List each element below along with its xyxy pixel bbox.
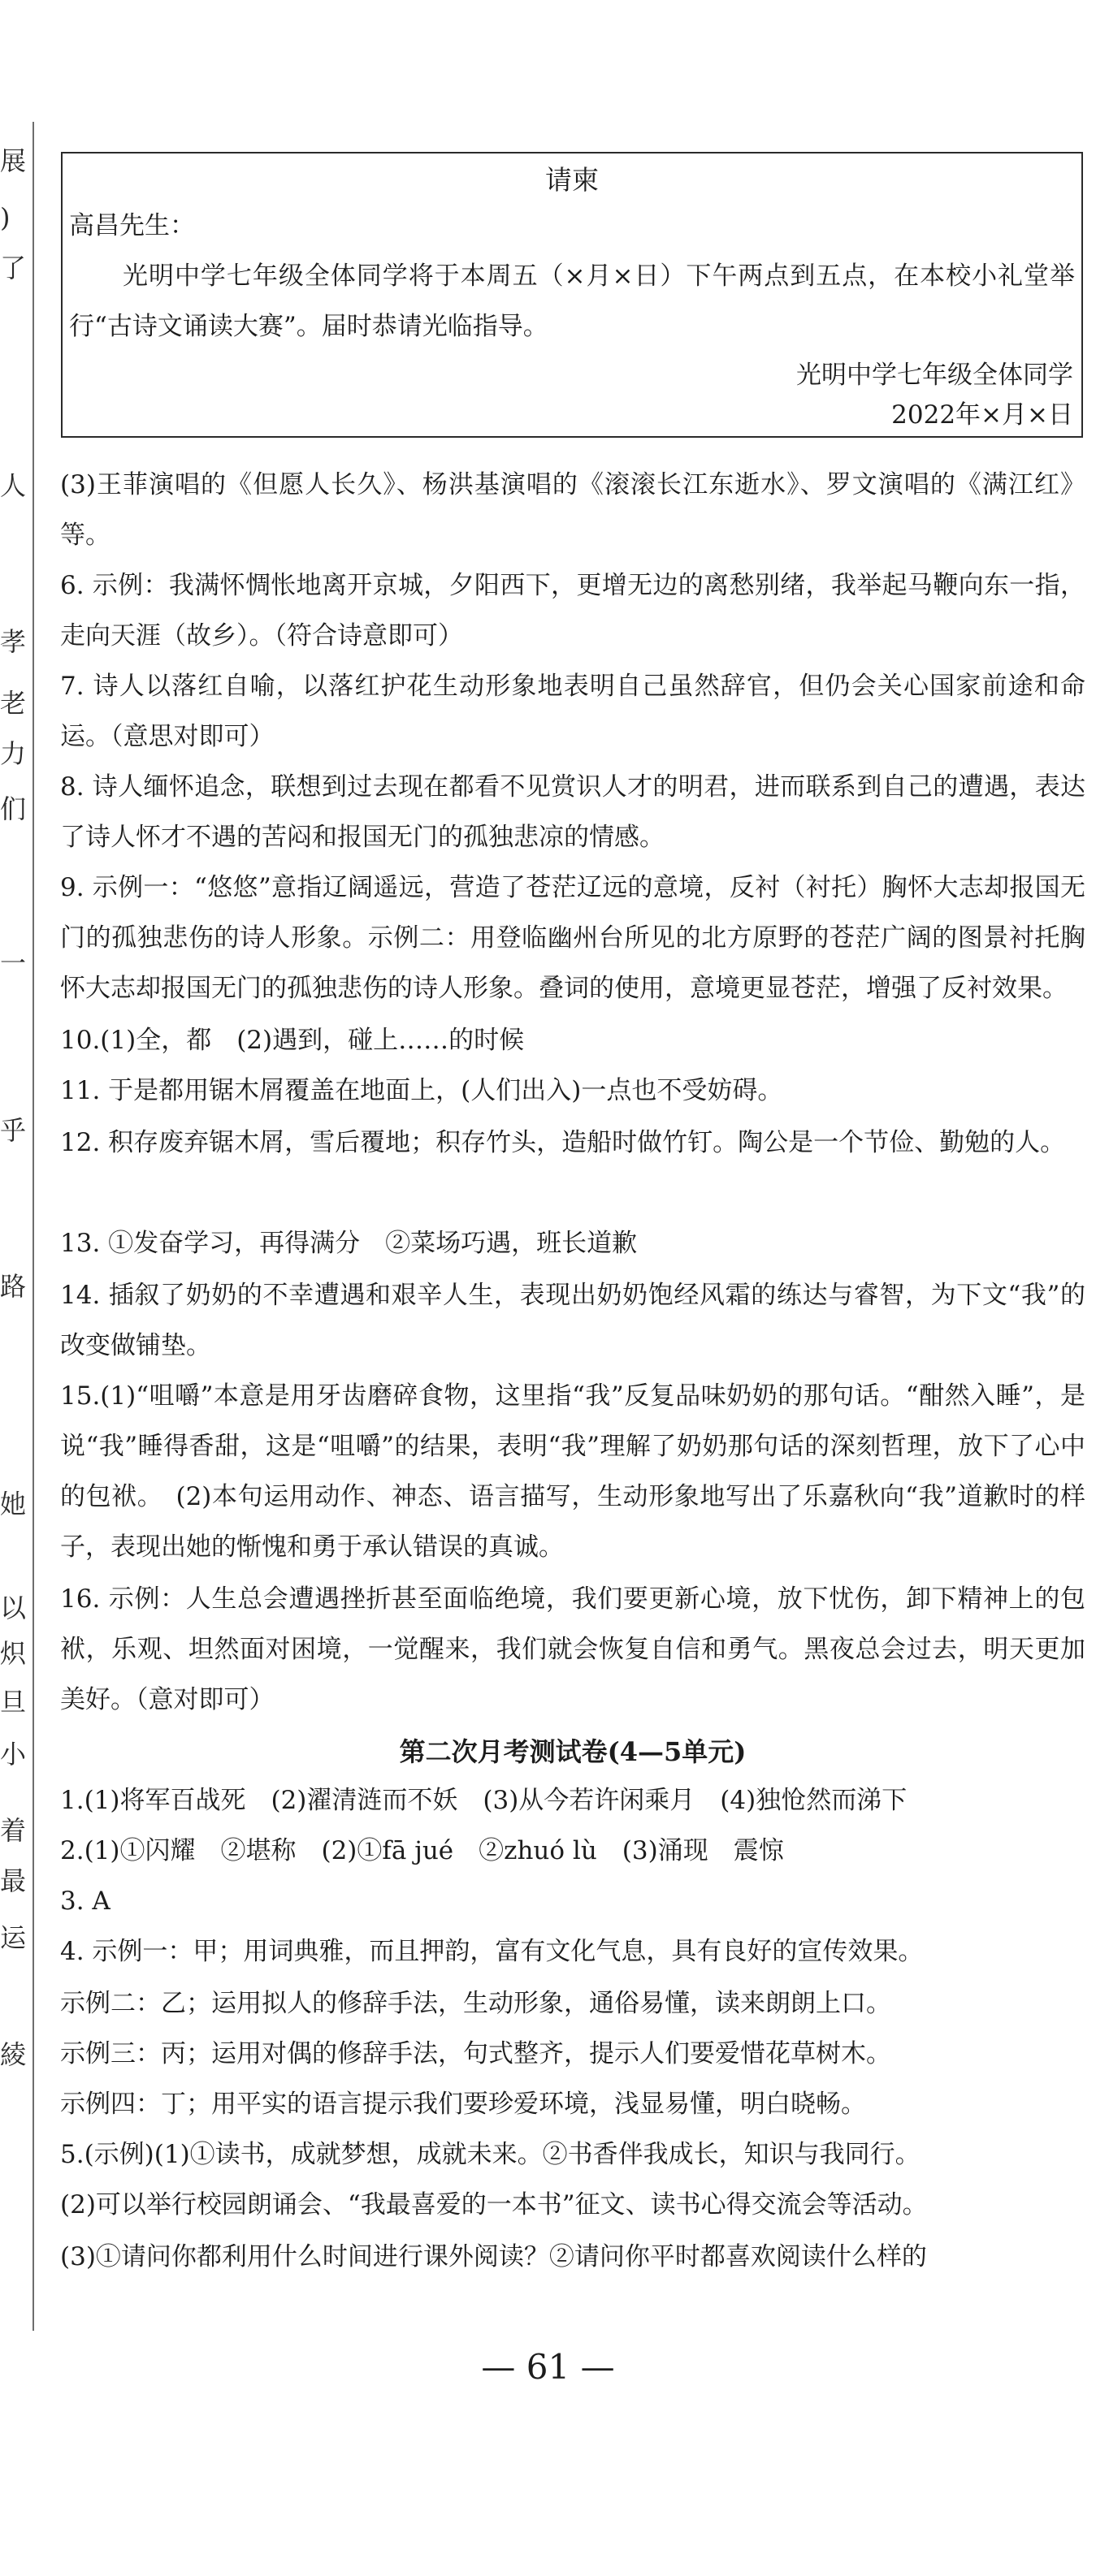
margin-char: 乎 <box>0 1115 27 1146</box>
answer-paragraph: 2.(1)①闪耀 ②堪称 (2)①fā jué ②zhuó lù (3)涌现 震惊 <box>60 1836 784 1865</box>
answer-paragraph: 10.(1)全，都 (2)遇到，碰上……的时候 <box>60 1026 525 1055</box>
answer-paragraph: 示例三：丙；运用对偶的修辞手法，句式整齐，提示人们要爱惜花草树木。 <box>60 2039 891 2068</box>
invitation-body: 光明中学七年级全体同学将于本周五（×月×日）下午两点到五点，在本校小礼堂举行“古诗文诵读大赛”。届时恭请光临指导。 <box>69 261 1075 341</box>
margin-char: 小 <box>0 1739 27 1770</box>
margin-char: 展 <box>0 145 27 176</box>
answer-paragraph: 13. ①发奋学习，再得满分 ②菜场巧遇，班长道歉 <box>60 1229 638 1258</box>
margin-char: 綾 <box>0 2039 27 2070</box>
answer-paragraph: 示例二：乙；运用拟人的修辞手法，生动形象，通俗易懂，读来朗朗上口。 <box>60 1989 891 2018</box>
page-number: — 61 — <box>481 2347 615 2387</box>
margin-char: 路 <box>0 1271 27 1302</box>
answer-paragraph: 14. 插叙了奶奶的不幸遭遇和艰辛人生，表现出奶奶饱经风霜的练达与睿智，为下文“我”的改变做铺垫。 <box>60 1281 1085 1360</box>
answer-paragraph: 12. 积存废弃锯木屑，雪后覆地；积存竹头，造船时做竹钉。陶公是一个节俭、勤勉的人。 <box>60 1128 1066 1157</box>
answer-paragraph: 11. 于是都用锯木屑覆盖在地面上，(人们出入)一点也不受妨碍。 <box>60 1076 783 1105</box>
margin-char: 一 <box>0 948 27 979</box>
invitation-box <box>61 152 1083 438</box>
answer-paragraph: 4. 示例一：甲；用词典雅，而且押韵，富有文化气息，具有良好的宣传效果。 <box>60 1937 924 1966</box>
section-title: 第二次月考测试卷(4—5单元) <box>399 1736 747 1767</box>
left-margin <box>0 0 29 2339</box>
answer-paragraph: (2)可以举行校园朗诵会、“我最喜爱的一本书”征文、读书心得交流会等活动。 <box>60 2190 928 2219</box>
margin-char: 孝 <box>0 626 27 657</box>
invitation-title: 请柬 <box>545 164 599 196</box>
margin-char: 她 <box>0 1489 27 1519</box>
margin-char: 了 <box>0 253 27 283</box>
answer-paragraph: 15.(1)“咀嚼”本意是用牙齿磨碎食物，这里指“我”反复品味奶奶的那句话。“酣然入睡”，是说“我”睡得香甜，这是“咀嚼”的结果，表明“我”理解了奶奶那句话的深刻哲理，放下了心中的包袱。 (2)本句运用动作、神态、语言描写，生动形象地写出了乐嘉秋向“我”道歉时的样子，表现出她的惭愧和勇于承认错误的真诚。 <box>60 1381 1085 1562</box>
answer-paragraph: 7. 诗人以落红自喻，以落红护花生动形象地表明自己虽然辞官，但仍会关心国家前途和命运。（意思对即可） <box>60 672 1085 751</box>
answer-paragraph: 1.(1)将军百战死 (2)濯清涟而不妖 (3)从今若许闲乘月 (4)独怆然而涕下 <box>60 1786 908 1815</box>
margin-char: 着 <box>0 1815 27 1846</box>
margin-char: 力 <box>0 738 27 769</box>
margin-char: 炽 <box>0 1638 27 1669</box>
binding-line <box>32 122 34 2331</box>
margin-char: 老 <box>0 688 27 719</box>
answer-paragraph: (3)王菲演唱的《但愿人长久》、杨洪基演唱的《滚滚长江东逝水》、罗文演唱的《满江红》等。 <box>60 470 1085 550</box>
margin-char: 们 <box>0 793 27 824</box>
margin-char: 旦 <box>0 1687 27 1718</box>
answer-paragraph: 示例四：丁；用平实的语言提示我们要珍爱环境，浅显易懂，明白晓畅。 <box>60 2090 866 2119</box>
margin-char: 以 <box>0 1593 27 1623</box>
margin-char: ) <box>0 202 11 233</box>
margin-char: 运 <box>0 1922 27 1953</box>
answer-paragraph: 8. 诗人缅怀追念，联想到过去现在都看不见赏识人才的明君，进而联系到自己的遭遇，表达了诗人怀才不遇的苦闷和报国无门的孤独悲凉的情感。 <box>60 772 1085 852</box>
answer-paragraph: 5.(示例)(1)①读书，成就梦想，成就未来。②书香伴我成长，知识与我同行。 <box>60 2140 921 2169</box>
answer-paragraph: 6. 示例：我满怀惆怅地离开京城，夕阳西下，更增无边的离愁别绪，我举起马鞭向东一指，走向天涯（故乡）。（符合诗意即可） <box>60 571 1085 650</box>
answer-paragraph: 9. 示例一：“悠悠”意指辽阔遥远，营造了苍茫辽远的意境，反衬（衬托）胸怀大志却报国无门的孤独悲伤的诗人形象。示例二：用登临幽州台所见的北方原野的苍茫广阔的图景衬托胸怀大志却报国无门的孤独悲伤的诗人形象。叠词的使用，意境更显苍茫，增强了反衬效果。 <box>60 873 1085 1003</box>
invitation-recipient: 高昌先生： <box>69 211 195 240</box>
margin-char: 人 <box>0 470 27 501</box>
answer-paragraph: 16. 示例：人生总会遭遇挫折甚至面临绝境，我们要更新心境，放下忧伤，卸下精神上的包袱，乐观、坦然面对困境，一觉醒来，我们就会恢复自信和勇气。黑夜总会过去，明天更加美好。（意对即可） <box>60 1584 1085 1714</box>
invitation-date: 2022年×月×日 <box>891 400 1073 430</box>
answer-paragraph: 3. A <box>60 1887 110 1916</box>
invitation-signature: 光明中学七年级全体同学 <box>796 361 1073 390</box>
answer-paragraph: (3)①请问你都利用什么时间进行课外阅读？②请问你平时都喜欢阅读什么样的 <box>60 2242 927 2271</box>
margin-char: 最 <box>0 1865 27 1896</box>
